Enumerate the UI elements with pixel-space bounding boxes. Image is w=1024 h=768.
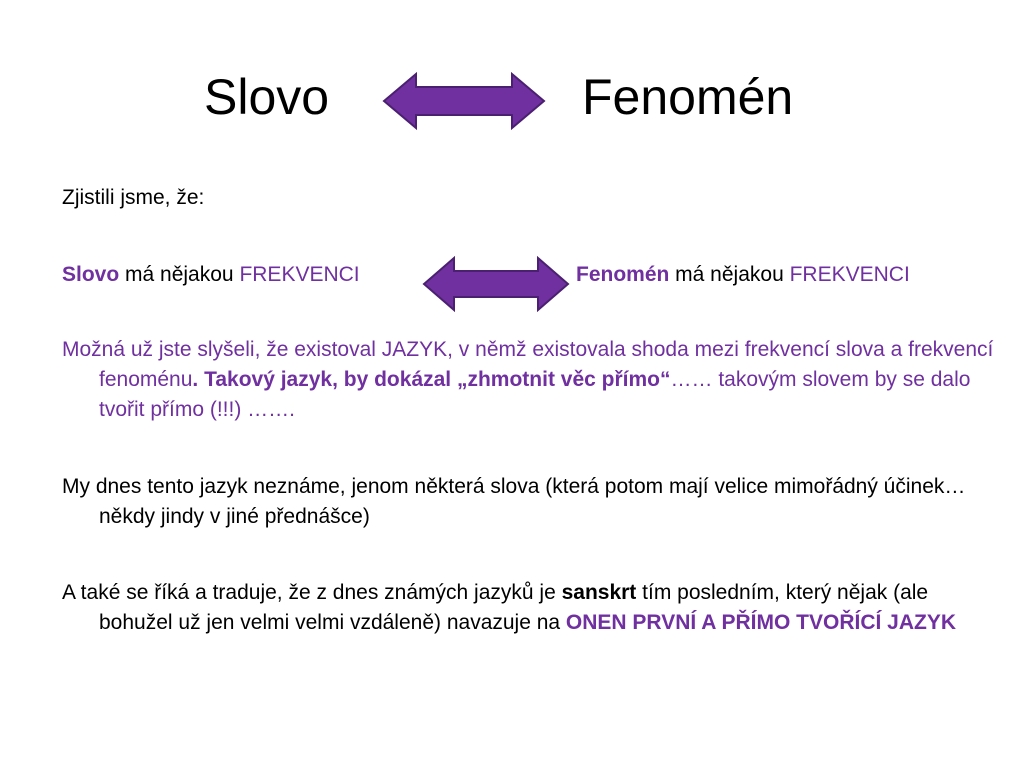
paragraph-3-emphasis: ONEN PRVNÍ A PŘÍMO TVOŘÍCÍ JAZYK <box>565 611 957 634</box>
title-right-word: Fenomén <box>582 69 794 125</box>
comparison-right-rest: má nějakou <box>669 263 790 286</box>
paragraph-sanskrit <box>62 578 1004 638</box>
paragraph-unknown-language: My dnes tento jazyk neznáme, jenom některá slova (která potom mají velice mimořádný účinek…někdy jindy v jiné přednášce) <box>62 475 966 528</box>
comparison-left <box>62 260 360 290</box>
comparison-left-subject: Slovo <box>62 263 120 286</box>
comparison-right <box>576 260 910 290</box>
paragraph-1-tail: …… takovým slovem by se dalo tvořit přímo (!!!) ……. <box>99 368 971 421</box>
paragraph-language-match <box>62 335 1004 425</box>
paragraph-1-plain: Možná už jste slyšeli, že existoval JAZYK, v němž existovala shoda mezi frekvencí slova a frekvencí fenoménu <box>62 338 994 391</box>
comparison-right-keyword: FREKVENCI <box>789 263 910 286</box>
comparison-left-keyword: FREKVENCI <box>239 263 360 286</box>
paragraph-3-sanskrit: sanskrt <box>561 581 637 604</box>
double-headed-arrow-icon <box>422 256 570 312</box>
comparison-right-subject: Fenomén <box>576 263 670 286</box>
paragraph-1-bold: . Takový jazyk, by dokázal „zhmotnit věc přímo“ <box>192 368 671 391</box>
intro-text: Zjistili jsme, že: <box>62 186 205 209</box>
title-left-word: Slovo <box>204 69 330 125</box>
comparison-left-rest: má nějakou <box>119 263 240 286</box>
paragraph-3-after: tím posledním, který nějak (ale bohužel už jen velmi velmi vzdáleně) navazuje na <box>99 581 929 634</box>
paragraph-3-before: A také se říká a traduje, že z dnes známých jazyků je <box>62 581 562 604</box>
double-headed-arrow-icon <box>382 72 546 130</box>
